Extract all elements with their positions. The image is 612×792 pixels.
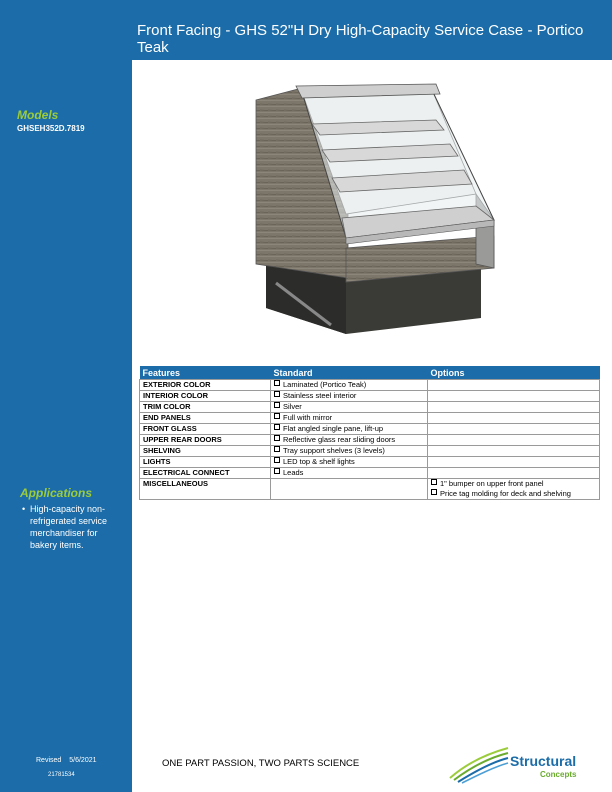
standard-value: Leads [283,468,304,477]
checkbox-icon [431,489,437,495]
checkbox-icon [274,468,280,474]
standard-value: Laminated (Portico Teak) [283,380,367,389]
feature-cell: INTERIOR COLOR [140,391,271,402]
table-row [140,446,600,457]
spec-table [139,366,600,500]
standard-value: Tray support shelves (3 levels) [283,446,385,455]
standard-cell [271,446,428,457]
revised-date: 5/6/2021 [69,757,97,764]
checkbox-icon [274,391,280,397]
standard-cell [271,468,428,479]
options-cell [428,380,600,391]
feature-cell: ELECTRICAL CONNECT [140,468,271,479]
standard-cell [271,391,428,402]
standard-value: Flat angled single pane, lift-up [283,424,384,433]
page-title: Front Facing - GHS 52"H Dry High-Capacity Service Case - Portico Teak [137,22,584,56]
standard-cell [271,424,428,435]
standard-value: Silver [283,402,302,411]
feature-cell: LIGHTS [140,457,271,468]
table-row [140,424,600,435]
standard-cell [271,380,428,391]
applications-list [22,503,122,551]
checkbox-icon [274,435,280,441]
standard-cell [271,479,428,500]
feature-cell: UPPER REAR DOORS [140,435,271,446]
table-row [140,479,600,500]
applications-heading: Applications [20,486,93,500]
option-item [431,479,596,489]
document-id: 21781534 [48,772,75,778]
options-header: Options [428,366,600,380]
options-cell [428,479,600,500]
options-cell [428,457,600,468]
option-item [431,489,596,499]
table-row [140,435,600,446]
logo-wordmark: Structural [510,753,577,769]
feature-cell: MISCELLANEOUS [140,479,271,500]
revision-info [36,757,103,764]
feature-cell: END PANELS [140,413,271,424]
features-header: Features [140,366,271,380]
standard-value: Reflective glass rear sliding doors [283,435,396,444]
checkbox-icon [274,413,280,419]
table-row [140,468,600,479]
table-header-row [140,366,600,380]
standard-cell [271,402,428,413]
checkbox-icon [274,402,280,408]
logo-subtitle: Concepts [540,770,577,779]
options-cell [428,468,600,479]
tagline: ONE PART PASSION, TWO PARTS SCIENCE [162,758,360,769]
standard-header: Standard [271,366,428,380]
checkbox-icon [431,479,437,485]
table-row [140,413,600,424]
product-image [236,78,508,350]
standard-cell [271,435,428,446]
options-cell [428,391,600,402]
feature-cell: TRIM COLOR [140,402,271,413]
revised-label: Revised [36,757,62,764]
checkbox-icon [274,424,280,430]
option-value: 1" bumper on upper front panel [440,479,544,488]
standard-value: Stainless steel interior [283,391,357,400]
standard-cell [271,457,428,468]
feature-cell: SHELVING [140,446,271,457]
model-number: GHSEH352D.7819 [17,124,85,133]
checkbox-icon [274,446,280,452]
options-cell [428,446,600,457]
standard-value: LED top & shelf lights [283,457,355,466]
standard-value: Full with mirror [283,413,333,422]
models-heading: Models [17,108,59,122]
table-row [140,402,600,413]
options-cell [428,413,600,424]
checkbox-icon [274,457,280,463]
application-item: • High-capacity non-refrigerated service merchandiser for bakery items. [22,503,122,551]
option-value: Price tag molding for deck and shelving [440,489,571,498]
options-cell [428,424,600,435]
standard-cell [271,413,428,424]
feature-cell: EXTERIOR COLOR [140,380,271,391]
table-row [140,457,600,468]
table-row [140,380,600,391]
checkbox-icon [274,380,280,386]
options-cell [428,402,600,413]
options-cell [428,435,600,446]
feature-cell: FRONT GLASS [140,424,271,435]
table-row [140,391,600,402]
